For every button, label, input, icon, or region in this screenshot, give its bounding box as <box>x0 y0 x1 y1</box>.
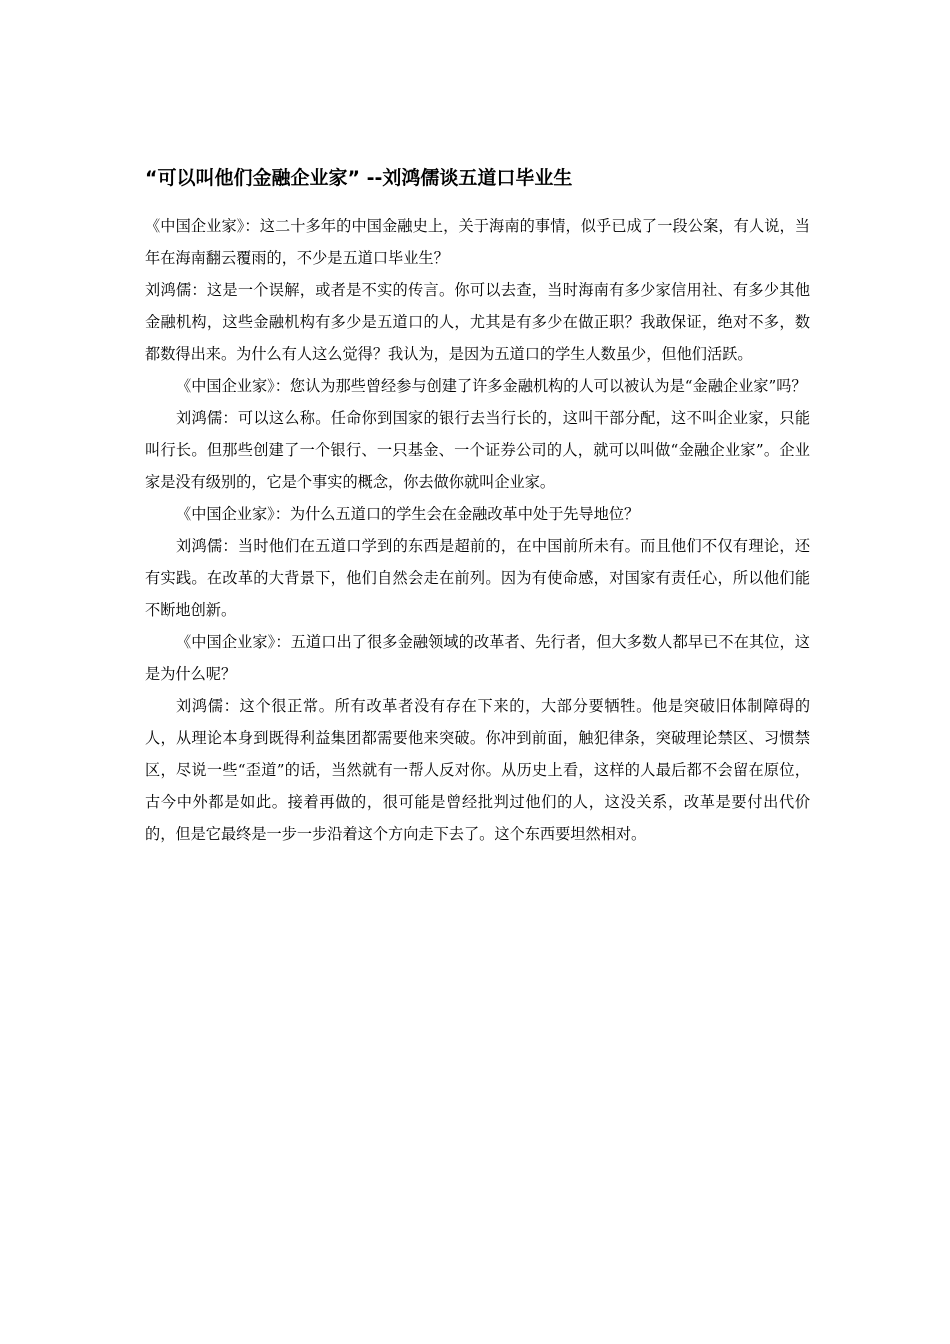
document-page <box>145 160 810 850</box>
paragraph-answer-1: 刘鸿儒：这是一个误解，或者是不实的传言。你可以去查，当时海南有多少家信用社、有多少其他金融机构，这些金融机构有多少是五道口的人，尤其是有多少在做正职？我敢保证，绝对不多，数都数得出来。为什么有人这么觉得？我认为，是因为五道口的学生人数虽少，但他们活跃。 <box>145 281 810 363</box>
paragraph-question-2: 《中国企业家》：您认为那些曾经参与创建了许多金融机构的人可以被认为是“金融企业家”吗？ <box>176 377 807 395</box>
paragraph-question-3: 《中国企业家》：为什么五道口的学生会在金融改革中处于先导地位？ <box>176 505 640 523</box>
paragraph-answer-4: 刘鸿儒：这个很正常。所有改革者没有存在下来的，大部分要牺牲。他是突破旧体制障碍的人，从理论本身到既得利益集团都需要他来突破。你冲到前面，触犯律条，突破理论禁区、习惯禁区，尽说一些“歪道”的话，当然就有一帮人反对你。从历史上看，这样的人最后都不会留在原位，古今中外都是如此。接着再做的，很可能是曾经批判过他们的人，这没关系，改革是要付出代价的，但是它最终是一步一步沿着这个方向走下去了。这个东西要坦然相对。 <box>145 697 810 843</box>
paragraph-answer-2: 刘鸿儒：可以这么称。任命你到国家的银行去当行长的，这叫干部分配，这不叫企业家，只能叫行长。但那些创建了一个银行、一只基金、一个证券公司的人，就可以叫做“金融企业家”。企业家是没有级别的，它是个事实的概念，你去做你就叫企业家。 <box>145 409 810 491</box>
paragraph-question-1: 《中国企业家》：这二十多年的中国金融史上，关于海南的事情，似乎已成了一段公案，有人说，当年在海南翻云覆雨的，不少是五道口毕业生？ <box>145 217 810 267</box>
paragraph-answer-3: 刘鸿儒：当时他们在五道口学到的东西是超前的，在中国前所未有。而且他们不仅有理论，还有实践。在改革的大背景下，他们自然会走在前列。因为有使命感，对国家有责任心，所以他们能不断地创新。 <box>145 537 810 619</box>
paragraph-question-4: 《中国企业家》：五道口出了很多金融领域的改革者、先行者，但大多数人都早已不在其位，这是为什么呢？ <box>145 633 810 683</box>
document-title: “可以叫他们金融企业家” --刘鸿儒谈五道口毕业生 <box>145 167 573 189</box>
